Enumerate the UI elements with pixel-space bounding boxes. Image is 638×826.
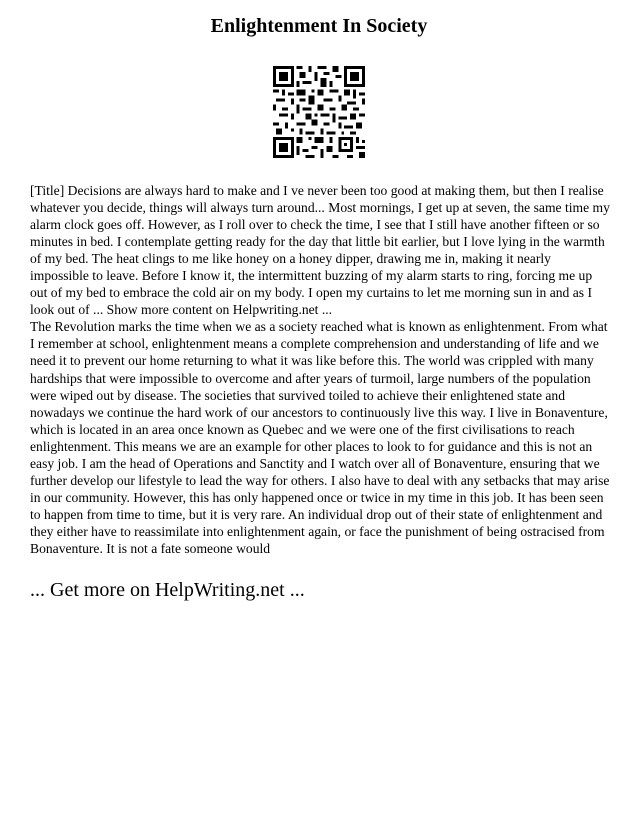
body-paragraph: The Revolution marks the time when we as a society reached what is known as enlightenment. From what I remember at school, enlightenment means a complete comprehension and understanding of life and we need it to prevent our home returning to what it was like before this. The world was crippled with many hardships that were impossible to overcome and after years of turmoil, large numbers of the population were wiped out by disease. The societies that survived toiled to achieve their enlightened state and nowadays we continue the hard work of our ancestors to continuously live this way. I live in Bonaventure, which is located in an area once known as Quebec and we were one of the first civilisations to reach enlightenment. This means we are an example for other places to look to for guidance and this is not an easy job. I am the head of Operations and Sanctity and I watch over all of Bonaventure, ensuring that we further develop our lifestyle to lead the way for others. I also have to deal with any setbacks that may arise in our community. However, this has only happened once or twice in my time in this job. It has been seen to happen from time to time, but it is very rare. An individual drop out of their state of enlightenment and they either have to reassimilate into enlightenment again, or face the punishment of being ostracised from Bonaventure. It is not a fate someone would — [30, 319, 610, 556]
get-more-link[interactable]: ... Get more on HelpWriting.net ... — [30, 579, 305, 601]
body-paragraph: [Title] Decisions are always hard to make and I ve never been too good at making them, but then I realise whatever you decide, things will always turn around... Most mornings, I get up at seven, the same time my alarm clock goes off. However, as I roll over to check the time, I see that I still have another fifteen or so minutes in bed. I contemplate getting ready for the day that little bit earlier, but I love lying in the warmth of my bed. The heat clings to me like honey on a honey dipper, drawing me in, making it nearly impossible to leave. Before I know it, the intermittent buzzing of my alarm starts to ring, forcing me up out of my bed to embrace the cold air on my body. I open my curtains to let me morning sun in and as I look out of ... Show more content on Helpwriting.net ... — [30, 183, 610, 318]
article-body — [30, 182, 610, 557]
page-title: Enlightenment In Society — [210, 15, 428, 37]
qr-code-icon — [273, 66, 365, 158]
